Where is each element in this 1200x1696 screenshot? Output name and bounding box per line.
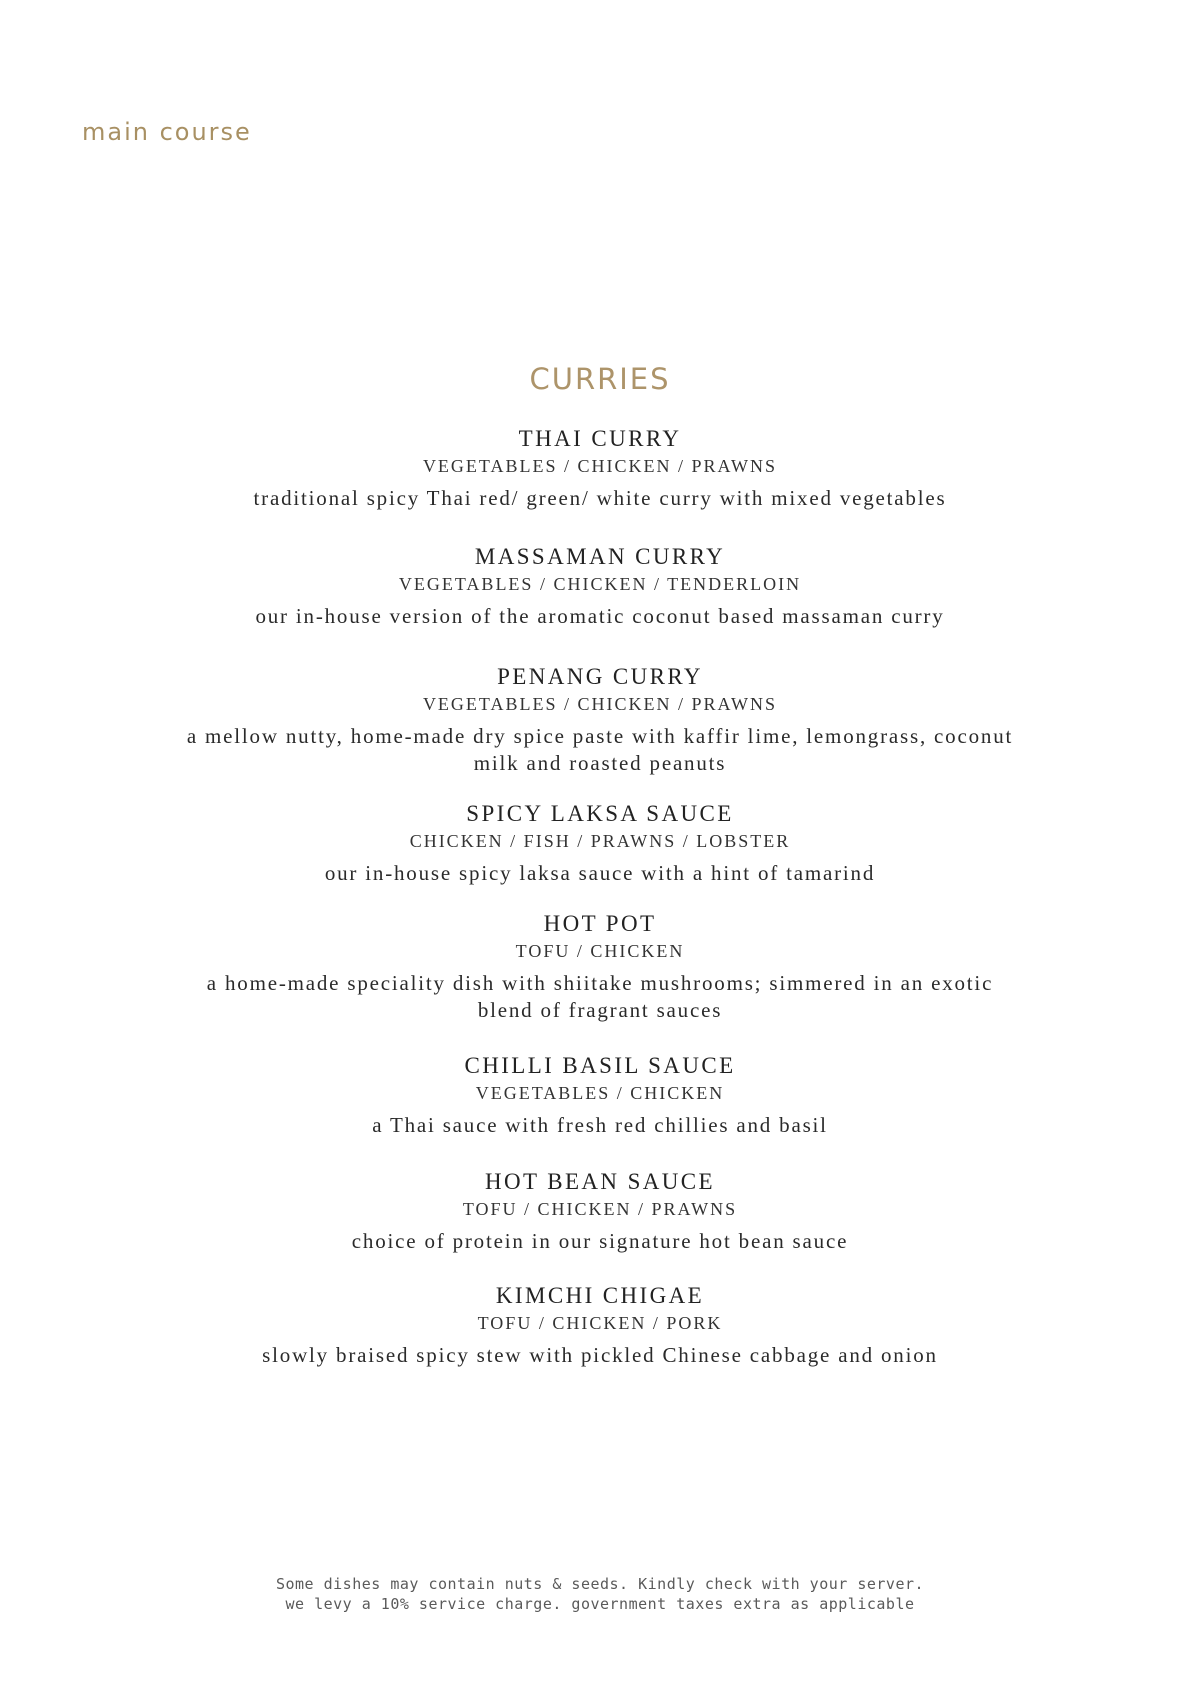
dish-options: TOFU / CHICKEN / PRAWNS [462, 1199, 738, 1219]
dish-name: THAI CURRY [518, 426, 682, 451]
allergen-notice: Some dishes may contain nuts & seeds. Kindly check with your server. [275, 1575, 925, 1593]
category-title: CURRIES [529, 362, 671, 396]
menu-item-massaman-curry [0, 543, 1200, 630]
menu-item-hot-pot [0, 910, 1200, 1024]
service-charge-notice: we levy a 10% service charge. government taxes extra as applicable [285, 1595, 915, 1613]
dish-options: TOFU / CHICKEN [515, 941, 685, 961]
dish-name: SPICY LAKSA SAUCE [466, 801, 734, 826]
dish-description: a Thai sauce with fresh red chillies and basil [372, 1113, 828, 1137]
menu-item-chilli-basil-sauce [0, 1052, 1200, 1139]
footer-note [0, 1574, 1200, 1614]
dish-description: a home-made speciality dish with shiitake mushrooms; simmered in an exotic blend of fragrant sauces [206, 971, 994, 1022]
menu-item-penang-curry [0, 663, 1200, 777]
dish-options: VEGETABLES / CHICKEN / TENDERLOIN [398, 574, 802, 594]
dish-name: KIMCHI CHIGAE [495, 1283, 705, 1308]
dish-options: TOFU / CHICKEN / PORK [477, 1313, 723, 1333]
dish-options: VEGETABLES / CHICKEN / PRAWNS [422, 456, 778, 476]
dish-name: HOT BEAN SAUCE [485, 1169, 715, 1194]
menu-item-thai-curry [0, 425, 1200, 512]
dish-description: our in-house version of the aromatic coconut based massaman curry [255, 604, 945, 628]
dish-options: VEGETABLES / CHICKEN [475, 1083, 725, 1103]
dish-description: traditional spicy Thai red/ green/ white curry with mixed vegetables [253, 486, 947, 510]
dish-options: CHICKEN / FISH / PRAWNS / LOBSTER [409, 831, 791, 851]
dish-name: MASSAMAN CURRY [474, 544, 726, 569]
dish-name: CHILLI BASIL SAUCE [464, 1053, 736, 1078]
menu-item-kimchi-chigae [0, 1282, 1200, 1369]
dish-options: VEGETABLES / CHICKEN / PRAWNS [422, 694, 778, 714]
dish-name: PENANG CURRY [497, 664, 703, 689]
page-section-label: main course [82, 118, 252, 146]
dish-description: a mellow nutty, home-made dry spice paste with kaffir lime, lemongrass, coconut milk and roasted peanuts [186, 724, 1014, 775]
dish-description: slowly braised spicy stew with pickled Chinese cabbage and onion [262, 1343, 938, 1367]
dish-description: our in-house spicy laksa sauce with a hint of tamarind [324, 861, 876, 885]
menu-item-spicy-laksa-sauce [0, 800, 1200, 887]
menu-item-hot-bean-sauce [0, 1168, 1200, 1255]
dish-name: HOT POT [543, 911, 657, 936]
dish-description: choice of protein in our signature hot bean sauce [351, 1229, 849, 1253]
